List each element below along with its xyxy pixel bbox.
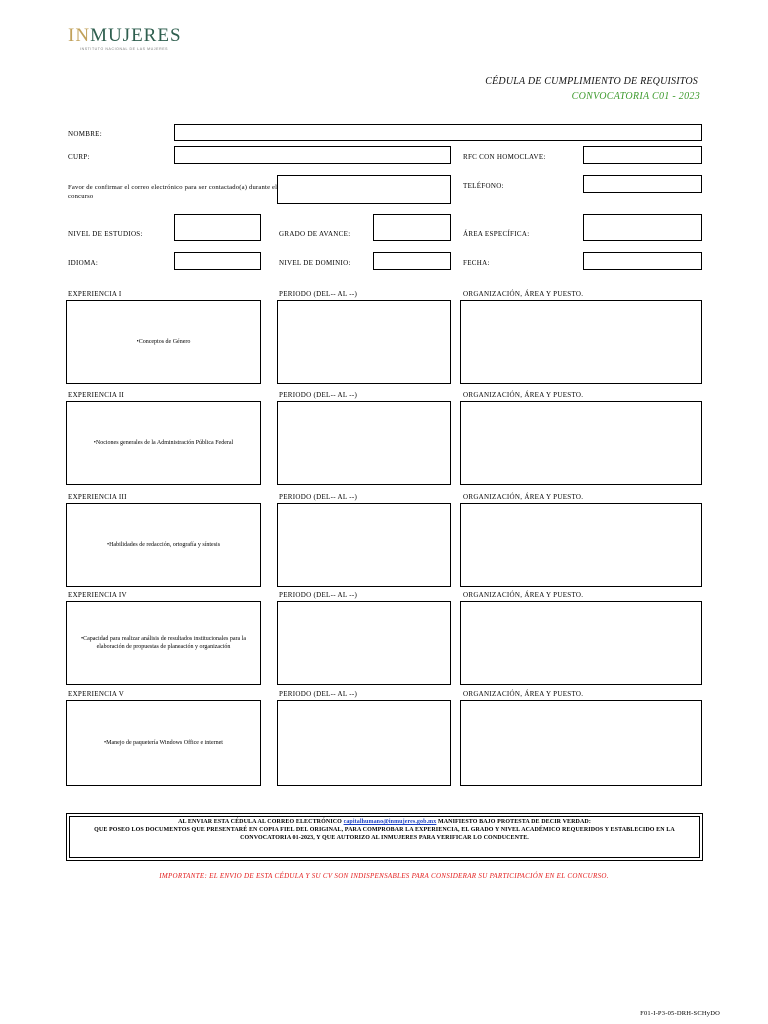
periodo-label: PERIODO (DEL-- AL --) (279, 591, 358, 599)
organizacion-field[interactable] (460, 700, 702, 786)
logo-subtitle: INSTITUTO NACIONAL DE LAS MUJERES (80, 47, 169, 51)
requirement-text: •Manejo de paquetería Windows Office e internet (104, 740, 223, 746)
experience-label: EXPERIENCIA II (68, 391, 125, 399)
requirement-text: •Habilidades de redacción, ortografía y síntesis (106, 542, 221, 548)
periodo-field[interactable] (277, 300, 451, 384)
experience-requirement-box (66, 601, 261, 685)
requirement-text: •Nociones generales de la Administración Pública Federal (93, 440, 234, 446)
organizacion-label: ORGANIZACIÓN, ÁREA Y PUESTO. (463, 290, 584, 298)
requirement-text: •Conceptos de Género (136, 339, 191, 345)
organizacion-label: ORGANIZACIÓN, ÁREA Y PUESTO. (463, 391, 584, 399)
organizacion-label: ORGANIZACIÓN, ÁREA Y PUESTO. (463, 493, 584, 501)
document-title: CÉDULA DE CUMPLIMIENTO DE REQUISITOS (485, 76, 698, 87)
curp-field[interactable] (174, 146, 451, 164)
organizacion-label: ORGANIZACIÓN, ÁREA Y PUESTO. (463, 591, 584, 599)
grado-avance-field[interactable] (373, 214, 451, 241)
nivel-dominio-label: NIVEL DE DOMINIO: (279, 259, 351, 267)
fecha-field[interactable] (583, 252, 702, 270)
logo-in: IN (68, 25, 91, 46)
experience-label: EXPERIENCIA IV (68, 591, 127, 599)
periodo-field[interactable] (277, 700, 451, 786)
experience-label: EXPERIENCIA I (68, 290, 122, 298)
organizacion-field[interactable] (460, 601, 702, 685)
document-subtitle: CONVOCATORIA C01 - 2023 (571, 91, 700, 102)
idioma-label: IDIOMA: (68, 259, 99, 267)
fecha-label: FECHA: (463, 259, 490, 267)
rfc-field[interactable] (583, 146, 702, 164)
nombre-label: NOMBRE: (68, 130, 102, 138)
experience-requirement-box (66, 700, 261, 786)
declaration-line1-a: AL ENVIAR ESTA CÉDULA AL CORREO ELECTRÓNICO (178, 819, 344, 825)
organizacion-field[interactable] (460, 503, 702, 587)
nivel-estudios-label: NIVEL DE ESTUDIOS: (68, 230, 143, 238)
rfc-label: RFC CON HOMOCLAVE: (463, 153, 546, 161)
experience-requirement-box (66, 300, 261, 384)
declaration-line2: QUE POSEO LOS DOCUMENTOS QUE PRESENTARÉ EN COPIA FIEL DEL ORIGINAL, PARA COMPROBAR LA EXPERIENCIA, EL GRADO Y NIVEL ACADÉMICO REQUERIDOS Y ESTABLECIDO EN LA CONVOCATORIA 01-2023, Y QUE AUTORIZO AL INMUJERES PARA VERIFICAR LO CONDUCENTE. (94, 827, 675, 841)
form-code: F01-I-P3-05-DRH-SCHyDO (640, 1010, 720, 1017)
nivel-dominio-field[interactable] (373, 252, 451, 270)
experience-requirement-box (66, 503, 261, 587)
organizacion-label: ORGANIZACIÓN, ÁREA Y PUESTO. (463, 690, 584, 698)
email-prompt-label: Favor de confirmar el correo electrónico para ser contactado(a) durante el concurso (68, 184, 278, 200)
area-especifica-label: ÁREA ESPECÍFICA: (463, 230, 530, 238)
email-link[interactable]: capitalhumano@inmujeres.gob.mx (343, 819, 437, 825)
periodo-label: PERIODO (DEL-- AL --) (279, 391, 358, 399)
area-especifica-field[interactable] (583, 214, 702, 241)
organizacion-field[interactable] (460, 401, 702, 485)
nivel-estudios-field[interactable] (174, 214, 261, 241)
declaration-box (66, 813, 703, 861)
curp-label: CURP: (68, 153, 90, 161)
telefono-field[interactable] (583, 175, 702, 193)
grado-avance-label: GRADO DE AVANCE: (279, 230, 351, 238)
telefono-label: TELÉFONO: (463, 182, 504, 190)
experience-label: EXPERIENCIA III (68, 493, 127, 501)
experience-requirement-box (66, 401, 261, 485)
nombre-field[interactable] (174, 124, 702, 141)
periodo-field[interactable] (277, 401, 451, 485)
periodo-label: PERIODO (DEL-- AL --) (279, 690, 358, 698)
important-note: IMPORTANTE: EL ENVIO DE ESTA CÉDULA Y SU CV SON INDISPENSABLES PARA CONSIDERAR SU PARTICIPACIÓN EN EL CONCURSO. (159, 872, 609, 880)
declaration-line1-b: MANIFIESTO BAJO PROTESTA DE DECIR VERDAD: (436, 819, 591, 825)
declaration-text (69, 816, 700, 858)
periodo-field[interactable] (277, 503, 451, 587)
organizacion-field[interactable] (460, 300, 702, 384)
inmujeres-logo (68, 26, 182, 51)
email-field[interactable] (277, 175, 451, 204)
requirement-text: •Capacidad para realizar análisis de resultados institucionales para la elaboración de propuestas de planeación y organización (80, 636, 247, 650)
logo-mujeres: MUJERES (90, 25, 182, 46)
idioma-field[interactable] (174, 252, 261, 270)
periodo-label: PERIODO (DEL-- AL --) (279, 493, 358, 501)
periodo-label: PERIODO (DEL-- AL --) (279, 290, 358, 298)
experience-label: EXPERIENCIA V (68, 690, 125, 698)
periodo-field[interactable] (277, 601, 451, 685)
